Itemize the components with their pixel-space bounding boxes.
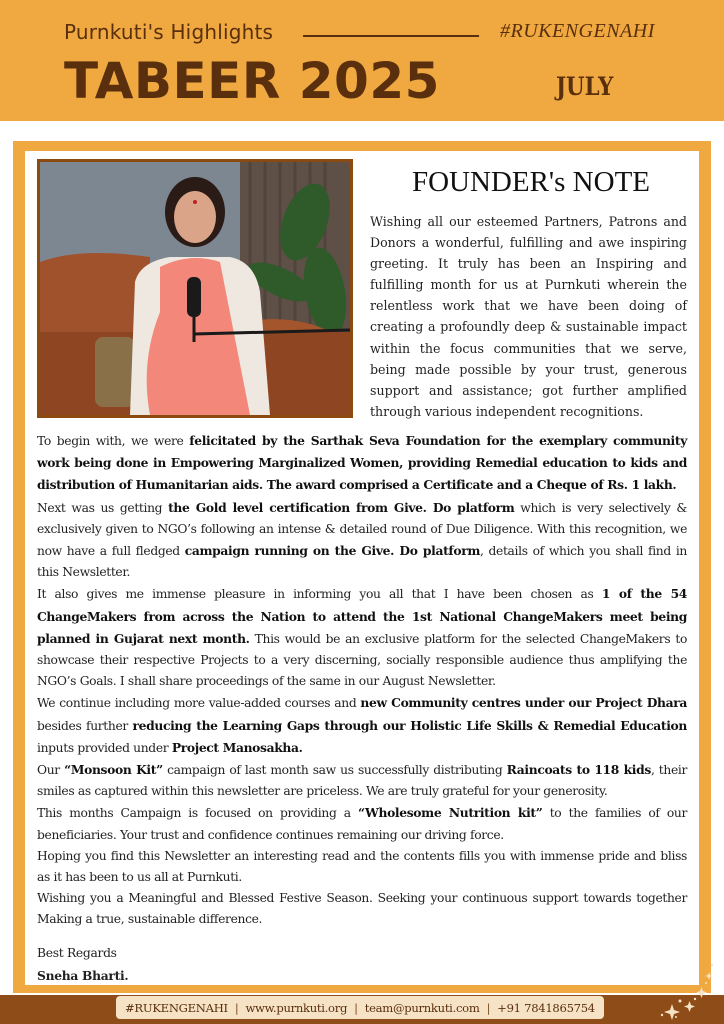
header-hashtag: #RUKENGENAHI (500, 20, 655, 42)
paragraph-hope: Hoping you find this Newsletter an interesting read and the contents fills you with immense pride and bliss as it has been to us all at Purnkuti. (37, 848, 687, 885)
closing (37, 943, 128, 987)
footer-separator: | (234, 1000, 239, 1015)
newsletter-month: JULY (556, 72, 614, 101)
note-intro-paragraph: Wishing all our esteemed Partners, Patrons and Donors a wonderful, fulfilling and awe inspiring greeting. It truly has been an Inspiring and fulfilling month for us at Purnkuti wherein the relentless work that we have been doing of creating a profoundly deep & sustainable impact within the focus communities that we serve, being made possible by your trust, generous support and assistance; got further amplified through various independent recognitions. (370, 214, 687, 419)
header-subtitle: Purnkuti's Highlights (64, 20, 274, 44)
header-divider-line (303, 35, 479, 37)
footer-separator: | (354, 1000, 358, 1015)
paragraph-changemakers: It also gives me immense pleasure in informing you all that I have been chosen as 1 of the 54 ChangeMakers from across the Nation to attend the 1st National ChangeMakers meet being planned in Gujarat next month. This would be an exclusive platform for the selected ChangeMakers to showcase their respective Projects to a very discerning, socially responsible audience thus amplifying the NGO’s Goals. I shall share proceedings of the same in our August Newsletter. (37, 586, 687, 689)
footer-email-link[interactable]: team@purnkuti.com (364, 1000, 480, 1015)
sparkles-decoration-icon (640, 955, 724, 1024)
paragraph-give-do: Next was us getting the Gold level certification from Give. Do platform which is very selectively & exclusively given to NGO’s following an intense & detailed round of Due Diligence. With this recognition, we now have a full fledged campaign running on the Give. Do platform, details of which you shall find in this Newsletter. (37, 499, 687, 580)
sign-off: Best Regards (37, 946, 117, 960)
note-body (37, 430, 687, 931)
footer-phone: +91 7841865754 (497, 1000, 595, 1015)
paragraph-wishes: Wishing you a Meaningful and Blessed Festive Season. Seeking your continuous support towards together Making a true, sustainable difference. (37, 891, 687, 927)
paragraph-monsoon-kit: Our “Monsoon Kit” campaign of last month saw us successfully distributing Raincoats to 118 kids, their smiles as captured within this newsletter are priceless. We are truly grateful for your generosity. (37, 762, 687, 799)
footer-separator: | (486, 1000, 491, 1015)
footer-contact-bar (116, 996, 604, 1019)
founder-photo-illustration (40, 162, 350, 415)
newsletter-header (0, 0, 724, 121)
founder-photo (37, 159, 353, 418)
newsletter-title: TABEER 2025 (64, 52, 440, 110)
footer-hashtag: #RUKENGENAHI (125, 1000, 228, 1015)
paragraph-projects: We continue including more value-added courses and new Community centres under our Project Dhara besides further reducing the Learning Gaps through our Holistic Life Skills & Remedial Education inputs provided under Project Manosakha. (37, 695, 687, 755)
paragraph-award: To begin with, we were felicitated by the Sarthak Seva Foundation for the exemplary community work being done in Empowering Marginalized Women, providing Remedial education to kids and distribution of Humanitarian aids. The award comprised a Certificate and a Cheque of Rs. 1 lakh. (37, 433, 687, 493)
signature: Sneha Bharti. (37, 967, 129, 983)
paragraph-nutrition-kit: This months Campaign is focused on providing a “Wholesome Nutrition kit” to the families of our beneficiaries. Your trust and confidence continues remaining our driving force. (37, 805, 687, 842)
footer (0, 995, 724, 1024)
founders-note-title: FOUNDER's NOTE (411, 166, 651, 198)
footer-website-link[interactable]: www.purnkuti.org (245, 1000, 348, 1015)
